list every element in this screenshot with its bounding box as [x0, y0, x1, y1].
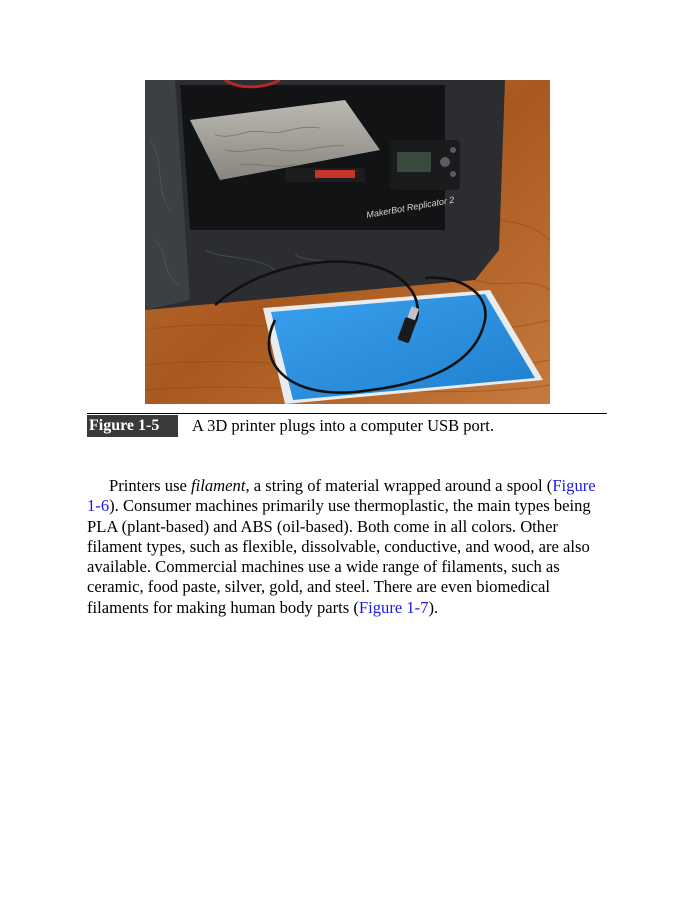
- paragraph-text: Printers use: [109, 476, 192, 495]
- paragraph-line: [87, 557, 611, 577]
- paragraph-text: , a string of material wrapped around a spool (: [245, 476, 553, 495]
- paragraph-line: [87, 496, 611, 516]
- figure-photo: [145, 80, 550, 404]
- figure-crossref-link[interactable]: 1-6: [87, 496, 110, 516]
- paragraph-text: ).: [428, 597, 439, 617]
- paragraph-text: ). Consumer machines primarily use thermoplastic, the main types being: [109, 496, 591, 516]
- paragraph-text: PLA (plant-based) and ABS (oil-based). Both come in all colors. Other: [87, 516, 558, 536]
- body-paragraph: [87, 476, 611, 618]
- figure-crossref-link[interactable]: Figure 1-7: [358, 597, 429, 617]
- figure-label: Figure 1-5: [87, 415, 178, 437]
- paragraph-line: [87, 517, 611, 537]
- svg-text:MakerBot Replicator 2: MakerBot Replicator 2: [365, 194, 456, 220]
- emphasis-term: filament: [191, 476, 246, 495]
- paragraph-text: filaments for making human body parts (: [87, 597, 359, 617]
- paragraph-line: [87, 598, 611, 618]
- figure-crossref-link[interactable]: Figure: [552, 476, 596, 495]
- paragraph-line: [87, 537, 611, 557]
- paragraph-text: filament types, such as flexible, dissolvable, conductive, and wood, are also: [87, 536, 590, 556]
- paragraph-text: ceramic, food paste, silver, gold, and steel. There are even biomedical: [87, 577, 551, 597]
- paragraph-line: [87, 577, 611, 597]
- paragraph-text: available. Commercial machines use a wide range of filaments, such as: [87, 557, 560, 577]
- figure-caption: A 3D printer plugs into a computer USB port.: [192, 416, 495, 435]
- caption-rule: [87, 413, 607, 414]
- paragraph-line: [87, 476, 611, 496]
